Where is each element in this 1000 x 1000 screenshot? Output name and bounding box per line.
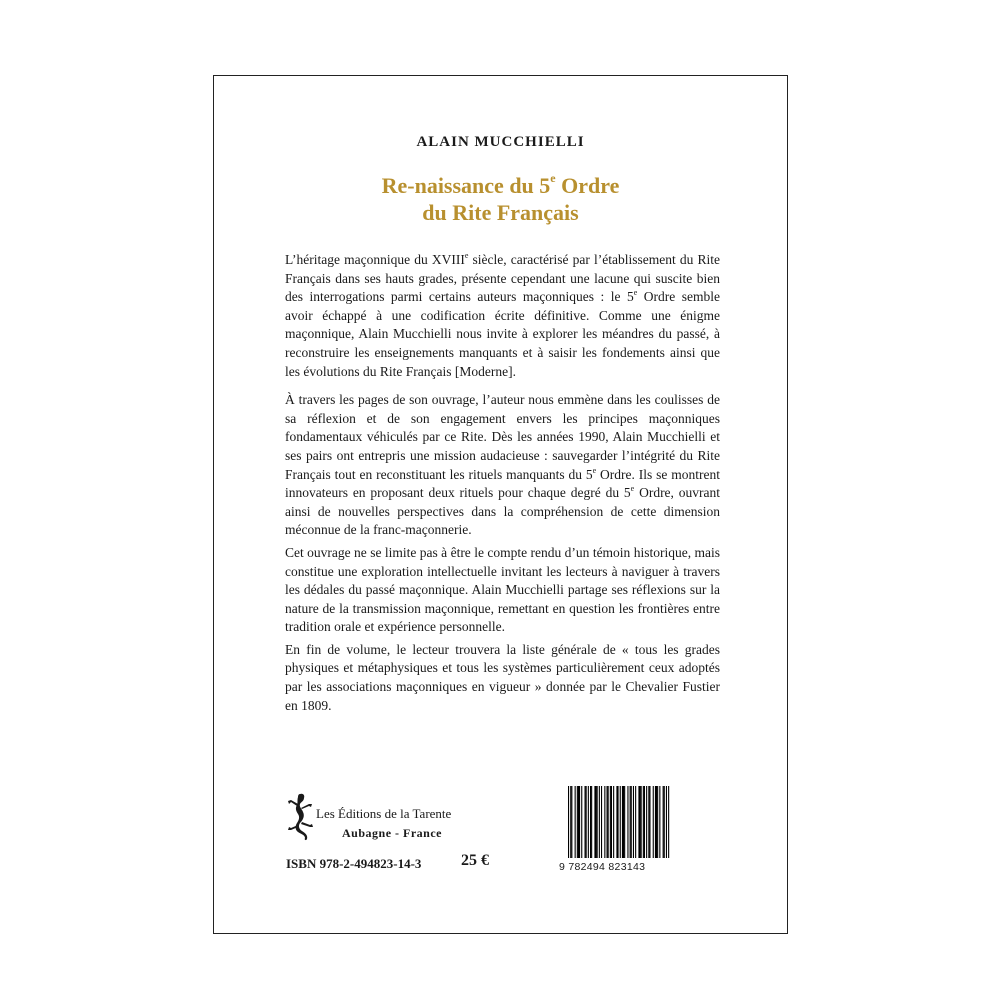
blurb-paragraph-3: Cet ouvrage ne se limite pas à être le compte rendu d’un témoin historique, mais constitue une exploration intellectuelle invitant les lecteurs à naviguer à travers les dédales du passé maçonnique. Alain Mucchielli partage ses réflexions sur la nature de la transmission maçonnique, remettant en question les frontières entre tradition orale et expérience personnelle. [285, 544, 720, 635]
barcode-bar [579, 786, 580, 858]
barcode-bar [653, 786, 654, 858]
barcode-bar [610, 786, 611, 858]
barcode-bar [594, 786, 595, 858]
barcode-bar [643, 786, 644, 858]
barcode-bar [640, 786, 641, 858]
blurb-paragraph-1: L’héritage maçonnique du XVIIIe siècle, caractérisé par l’établissement du Rite Français dans ses hauts grades, présente cependant une lacune qui suscite bien des interrogations parmi certains auteurs maçonniques : le 5e Ordre semble avoir échappé à une codification écrite définitive. Comme une énigme maçonnique, Alain Mucchielli nous invite à explorer les méandres du passé, à reconstruire les enseignements manquants et à saisir les fondements ainsi que les évolutions du Rite Français [Moderne]. [285, 251, 720, 379]
publisher-place: Aubagne - France [342, 826, 442, 840]
barcode-bar [591, 786, 592, 858]
barcode-bar [623, 786, 624, 858]
barcode-bar [581, 786, 582, 858]
barcode-bar [568, 786, 569, 858]
publisher-name: Les Éditions de la Tarente [316, 806, 452, 821]
barcode-bar [622, 786, 623, 858]
barcode-bar [646, 786, 647, 858]
book-title [214, 172, 787, 226]
barcode-bar [624, 786, 625, 858]
barcode-bar [630, 786, 631, 858]
barcode-bar [648, 786, 649, 858]
barcode-bar [607, 786, 608, 858]
barcode-bar [633, 786, 634, 858]
barcode-bar [618, 786, 619, 858]
barcode-bar [616, 786, 617, 858]
barcode-bars [559, 786, 677, 860]
title-line-1: Re-naissance du 5e Ordre [381, 171, 620, 198]
barcode-bar [585, 786, 586, 858]
barcode-bar [613, 786, 614, 858]
barcode-bar [578, 786, 579, 858]
isbn-number: ISBN 978-2-494823-14-3 [286, 856, 422, 871]
barcode-bar [608, 786, 609, 858]
barcode-bar [668, 786, 669, 858]
barcode-bar [649, 786, 650, 858]
barcode-bar [575, 786, 576, 858]
barcode-bar [571, 786, 572, 858]
barcode-bar [635, 786, 636, 858]
author-name: ALAIN MUCCHIELLI [416, 134, 585, 150]
barcode-bar [641, 786, 642, 858]
barcode-bar [659, 786, 660, 858]
barcode-bar [577, 786, 578, 858]
lizard-icon [286, 792, 320, 842]
price: 25 € [461, 852, 489, 869]
barcode-bar [638, 786, 639, 858]
title-line-2: du Rite Français [422, 200, 579, 225]
barcode-bar [588, 786, 589, 858]
barcode-bar [599, 786, 600, 858]
barcode-bar [590, 786, 591, 858]
book-back-cover [213, 75, 788, 934]
barcode-bar [604, 786, 605, 858]
barcode-bar [657, 786, 658, 858]
barcode-bar [586, 786, 587, 858]
barcode-bar [611, 786, 612, 858]
blurb-paragraph-2: À travers les pages de son ouvrage, l’auteur nous emmène dans les coulisses de sa réflexion et de son engagement envers les principes maçonniques fondamentaux véhiculés par ce Rite. Dès les années 1990, Alain Mucchielli et ses pairs ont entrepris une mission audacieuse : sauvegarder l’intégrité du Rite Français tout en reconstituant les rituels manquants du 5e Ordre. Ils se montrent innovateurs en proposant deux rituels pour chaque degré du 5e Ordre, ouvrant ainsi de nouvelles perspectives dans la compréhension de cette dimension méconnue de la franc-maçonnerie. [285, 392, 720, 538]
barcode-bar [601, 786, 602, 858]
barcode-digits: 9 782494 823143 [559, 861, 646, 873]
barcode-bar [597, 786, 598, 858]
barcode-bar [663, 786, 664, 858]
barcode-bar [655, 786, 656, 858]
barcode-bar [644, 786, 645, 858]
barcode-bar [664, 786, 665, 858]
barcode-bar [596, 786, 597, 858]
barcode-bar [627, 786, 628, 858]
barcode-bar [570, 786, 571, 858]
blurb-paragraph-4: En fin de volume, le lecteur trouvera la liste générale de « tous les grades physiques et métaphysiques et tous les systèmes particulièrement ceux adoptés par les associations maçonniques en vigueur » donnée par le Chevalier Fustier en 1809. [285, 641, 720, 713]
barcode [559, 786, 677, 872]
barcode-bar [656, 786, 657, 858]
barcode-bar [620, 786, 621, 858]
barcode-bar [631, 786, 632, 858]
blurb-text [285, 251, 720, 725]
publisher-block [286, 792, 516, 852]
barcode-bar [666, 786, 667, 858]
